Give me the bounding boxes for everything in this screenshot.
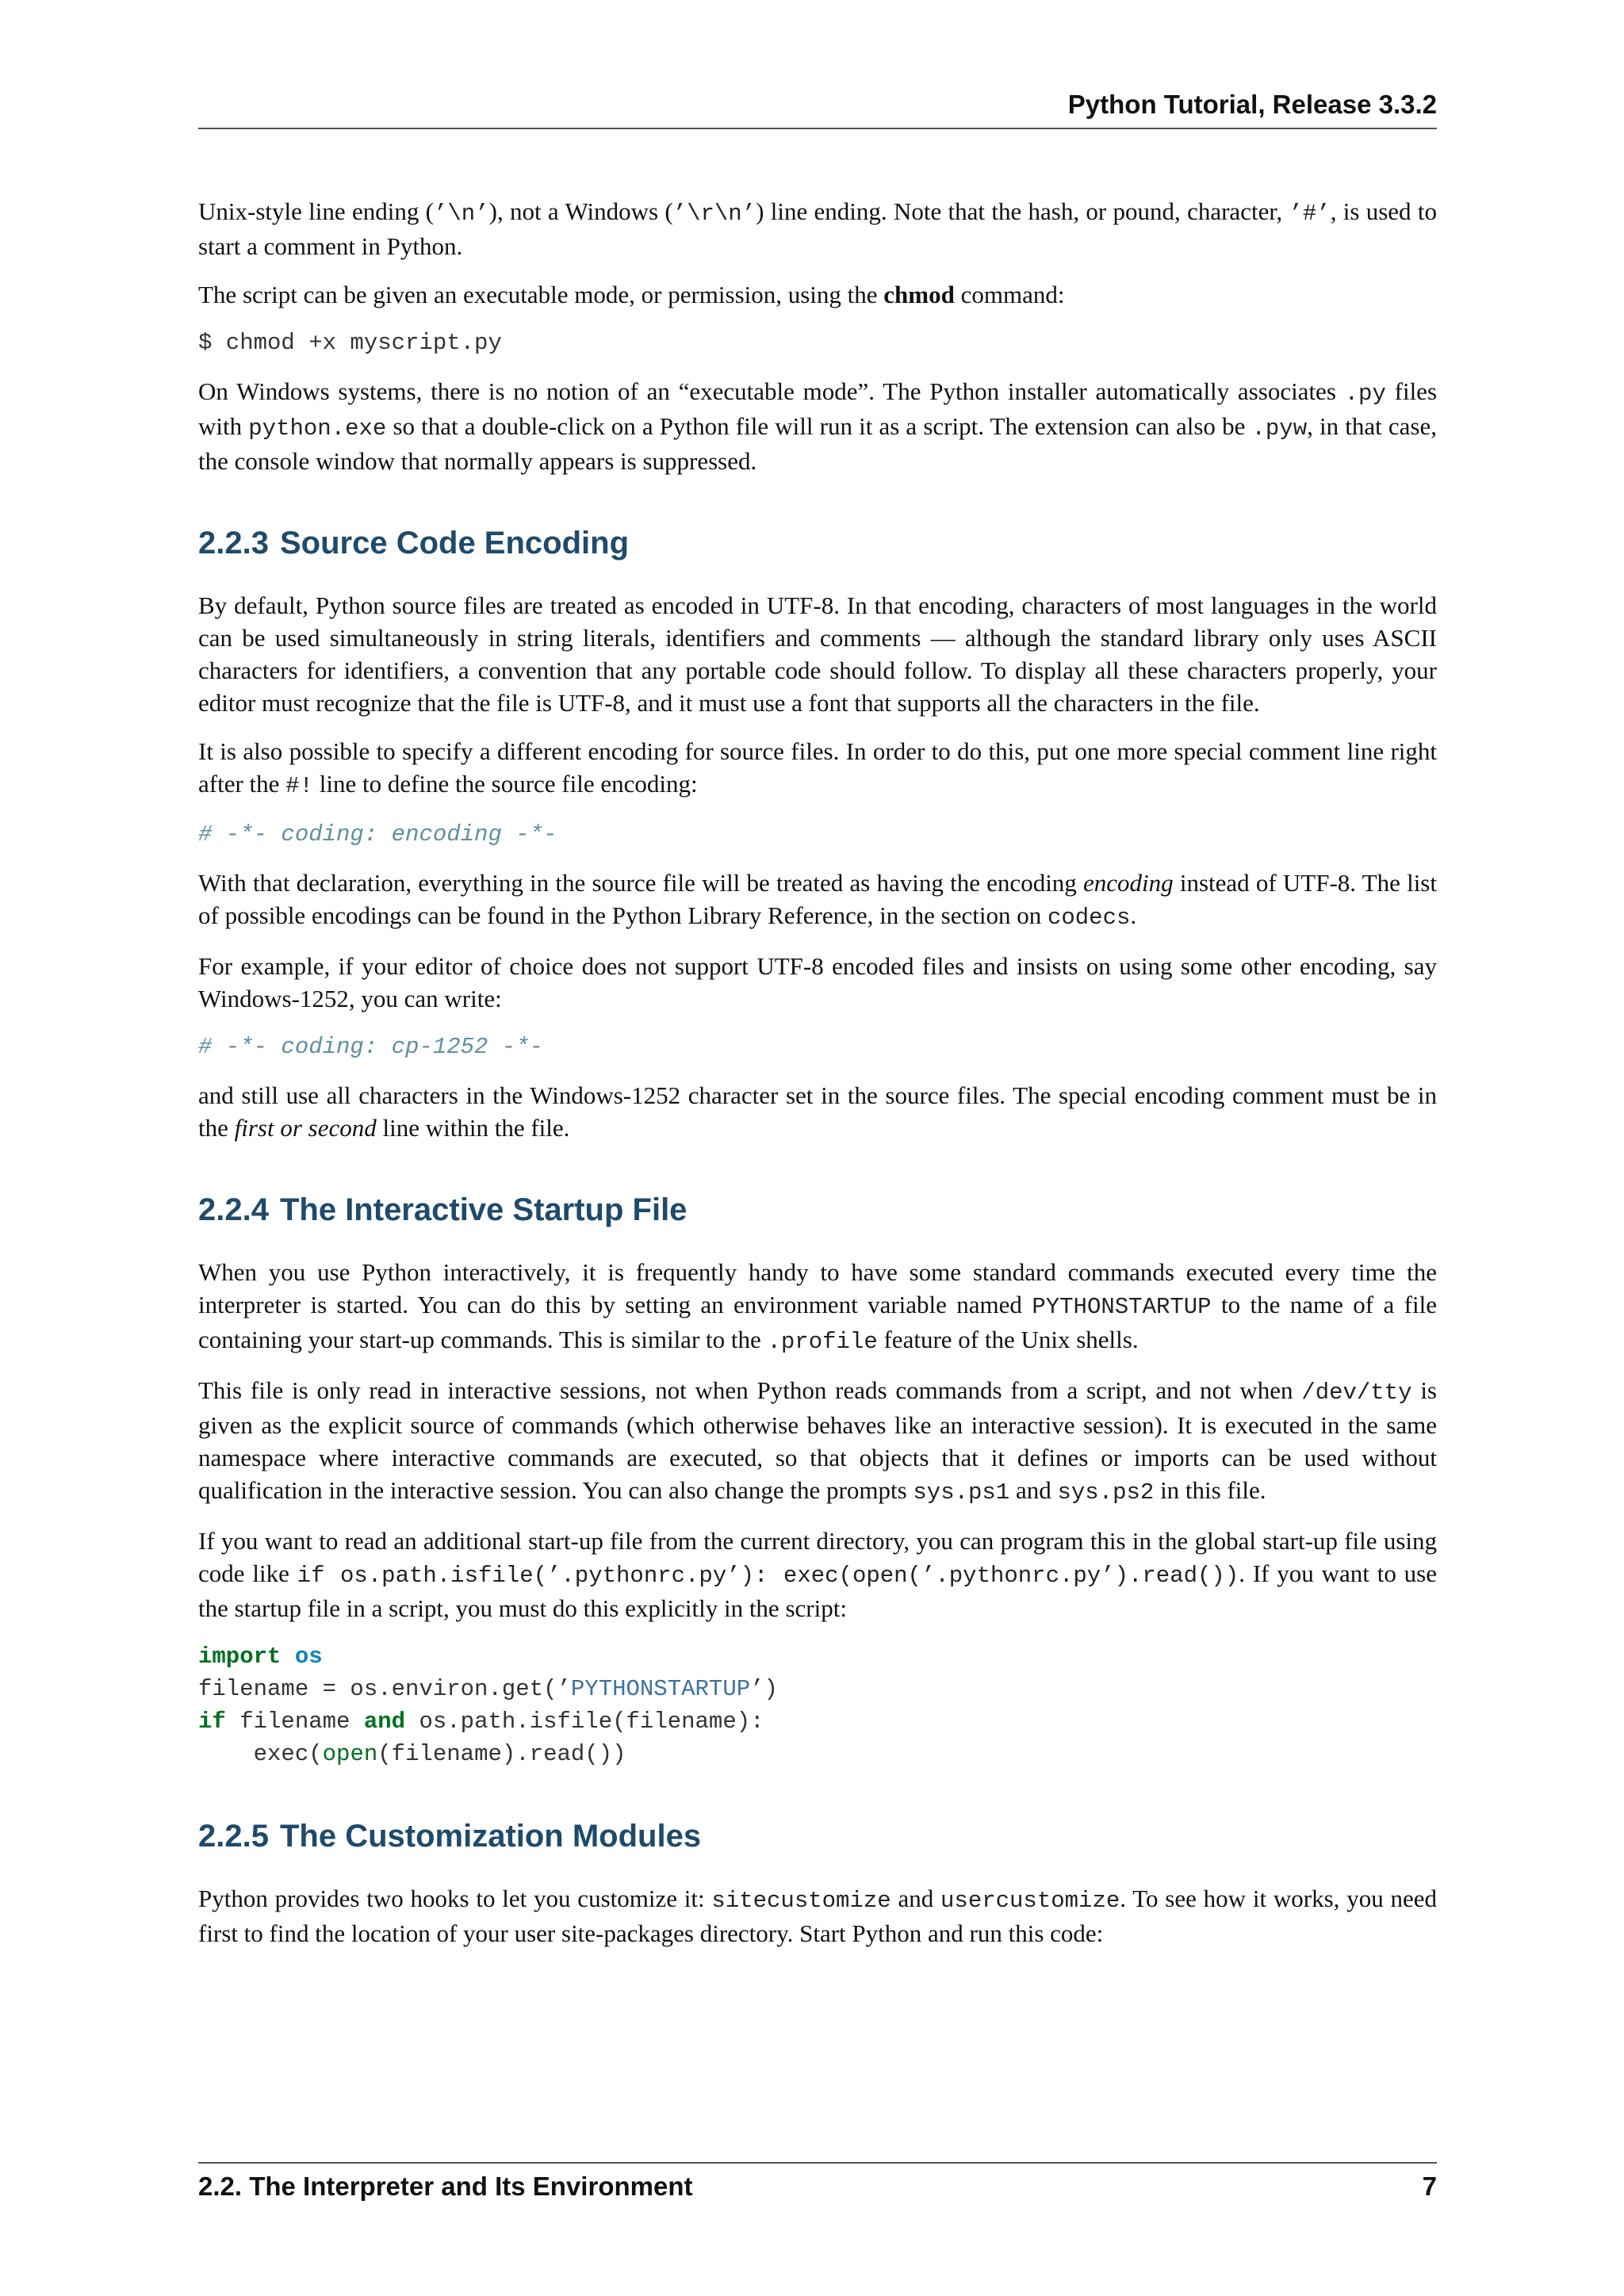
inline-code: ’#’ [1289,201,1331,227]
footer-section-title: 2.2. The Interpreter and Its Environment [198,2172,693,2201]
section-heading-interactive-startup-file: 2.2.4 The Interactive Startup File [198,1192,688,1227]
paragraph-interactive-sessions: This file is only read in interactive sessions, not when Python reads commands from a script, and not when /dev/tty is given as the explicit source of commands (which otherwise behaves like an interactive session). It is executed in the same namespace where interactive commands are executed, so that objects that it defines or imports can be used without qualification in the interactive session. You can also change the prompts sys.ps1 and sys.ps2 in this file. [198,1376,1437,1506]
page-number: 7 [1422,2172,1437,2201]
command-name: chmod [883,281,955,308]
inline-code: sys.ps2 [1057,1479,1155,1506]
code-block-chmod: $ chmod +x myscript.py [198,330,502,356]
paragraph-declaration: With that declaration, everything in the source file will be treated as having the encoding encoding instead of UTF-8. The list of possible encodings can be found in the Python Library Reference, in the section on codecs. [198,869,1437,931]
page-content [198,195,1437,1965]
section-heading-customization-modules: 2.2.5 The Customization Modules [198,1819,702,1854]
paragraph-pythonstartup: When you use Python interactively, it is frequently handy to have some standard commands executed every time the interpreter is started. You can do this by setting an environment variable named PYTHONSTARTUP to the name of a file containing your start-up commands. This is similar to the .profile feature of the Unix shells. [198,1258,1437,1355]
running-header: Python Tutorial, Release 3.3.2 [1067,90,1437,119]
inline-code: usercustomize [940,1888,1120,1914]
paragraph-example-cp1252: For example, if your editor of choice does not support UTF-8 encoded files and insists on using some other encoding, say Windows-1252, you can write: [198,952,1437,1012]
inline-code: PYTHONSTARTUP [1032,1294,1212,1320]
code-block-coding-encoding: # -*- coding: encoding -*- [198,821,557,848]
code-block-startup-script: import os filename = os.environ.get(’PYTHONSTARTUP’) if filename and os.path.isfile(filename): exec(open(filename).read()) [198,1644,778,1767]
header-rule [198,128,1437,129]
footer-rule [198,2162,1437,2164]
document-page [198,0,1437,2296]
inline-code: sitecustomize [711,1888,891,1914]
paragraph-chmod: The script can be given an executable mode, or permission, using the chmod command: [198,281,1065,308]
paragraph-hooks: Python provides two hooks to let you customize it: sitecustomize and usercustomize. To see how it works, you need first to find the location of your user site-packages directory. Start Python and run this code: [198,1885,1438,1947]
paragraph-line-ending: Unix-style line ending (’\n’), not a Windows (’\r\n’) line ending. Note that the hash, or pound, character, ’#’, is used to start a comment in Python. [198,197,1437,260]
inline-code: codecs [1047,905,1131,931]
inline-code: #! [285,773,313,799]
paragraph-default-encoding: By default, Python source files are treated as encoded in UTF-8. In that encoding, characters of most languages in the world can be used simultaneously in string literals, identifiers and comments — although the standard library only uses ASCII characters for identifiers, a convention that any portable code should follow. To display all these characters properly, your editor must recognize that the file is UTF-8, and it must use a font that supports all the characters in the file. [198,591,1437,717]
inline-code: if os.path.isfile(’.pythonrc.py’): exec(open(’.pythonrc.py’).read()) [297,1563,1239,1589]
inline-code: .py [1344,381,1386,407]
inline-code: /dev/tty [1301,1380,1412,1406]
paragraph-still-use: and still use all characters in the Windows-1252 character set in the source files. The special encoding comment must be in the first or second line within the file. [198,1081,1437,1142]
inline-code: .profile [767,1329,878,1355]
inline-code: ’\r\n’ [672,201,756,227]
code-block-coding-cp1252: # -*- coding: cp-1252 -*- [198,1034,544,1060]
inline-code: sys.ps1 [913,1479,1010,1506]
paragraph-windows: On Windows systems, there is no notion of an “executable mode”. The Python installer automatically associates .py files with python.exe so that a double-click on a Python file will run it as a script. The extension can also be .pyw, in that case, the console window that normally appears is suppressed. [198,377,1438,475]
paragraph-additional-startup: If you want to read an additional start-up file from the current directory, you can program this in the global start-up file using code like if os.path.isfile(’.pythonrc.py’): exec(open(’.pythonrc.py’).read()). If you want to use the startup file in a script, you must do this explicitly in the script: [198,1527,1437,1622]
inline-code: .pyw [1251,415,1308,442]
section-heading-source-code-encoding: 2.2.3 Source Code Encoding [198,526,630,561]
inline-code: ’\n’ [434,201,489,227]
paragraph-specify-encoding: It is also possible to specify a different encoding for source files. In order to do this, put one more special comment line right after the #! line to define the source file encoding: [198,737,1437,799]
inline-code: python.exe [248,415,387,442]
